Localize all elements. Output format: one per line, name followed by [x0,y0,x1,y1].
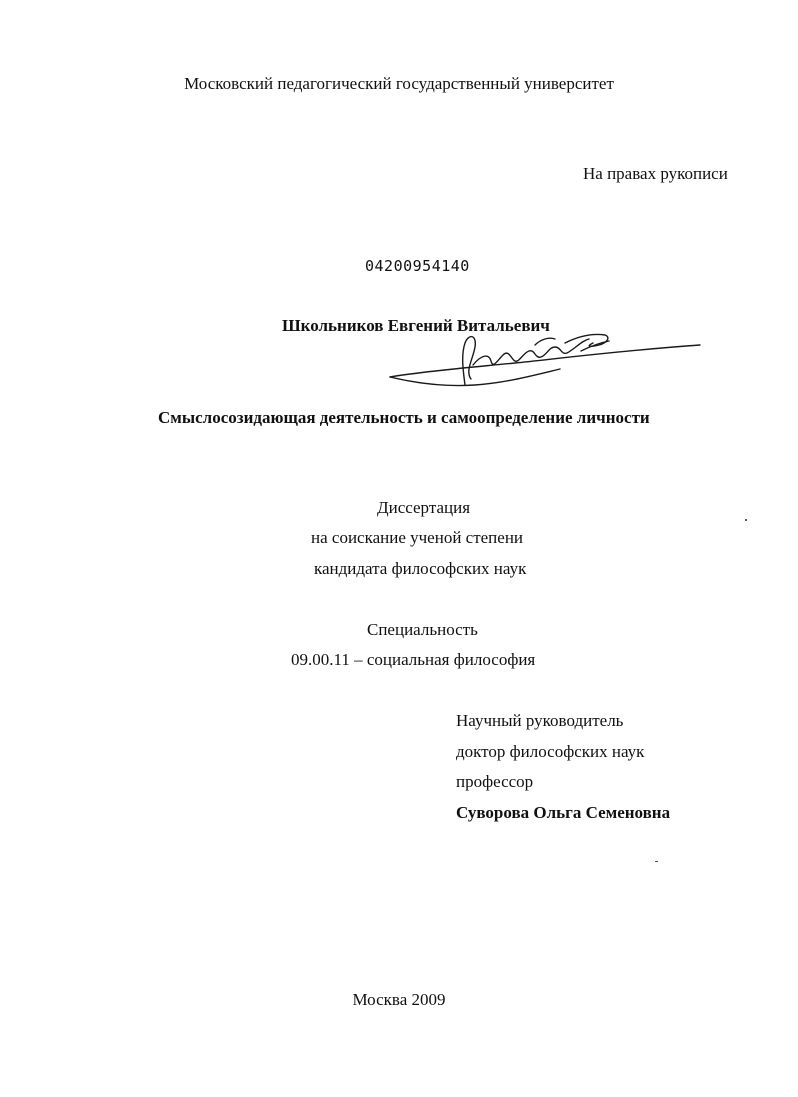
handwritten-signature [385,325,705,405]
supervisor-degree: доктор философских наук [456,742,645,761]
supervisor-name: Суворова Ольга Семеновна [456,803,671,822]
author-name: Школьников Евгений Витальевич [282,316,550,335]
specialty-value: 09.00.11 – социальная философия [291,650,536,669]
dissertation-line-3: кандидата философских наук [314,559,527,578]
supervisor-rank: профессор [456,772,534,791]
dissertation-line-2: на соискание ученой степени [311,528,524,547]
manuscript-note: На правах рукописи [583,164,728,183]
supervisor-role: Научный руководитель [456,711,624,730]
dissertation-line-1: Диссертация [377,498,471,517]
dissertation-title: Смыслосозидающая деятельность и самоопределение личности [158,408,650,427]
catalog-number: 04200954140 [365,257,470,275]
specialty-label: Специальность [367,620,478,639]
university-name: Московский педагогический государственный университет [184,74,614,93]
place-year: Москва 2009 [352,990,446,1009]
scan-speck [655,861,658,862]
scan-speck [745,519,747,521]
